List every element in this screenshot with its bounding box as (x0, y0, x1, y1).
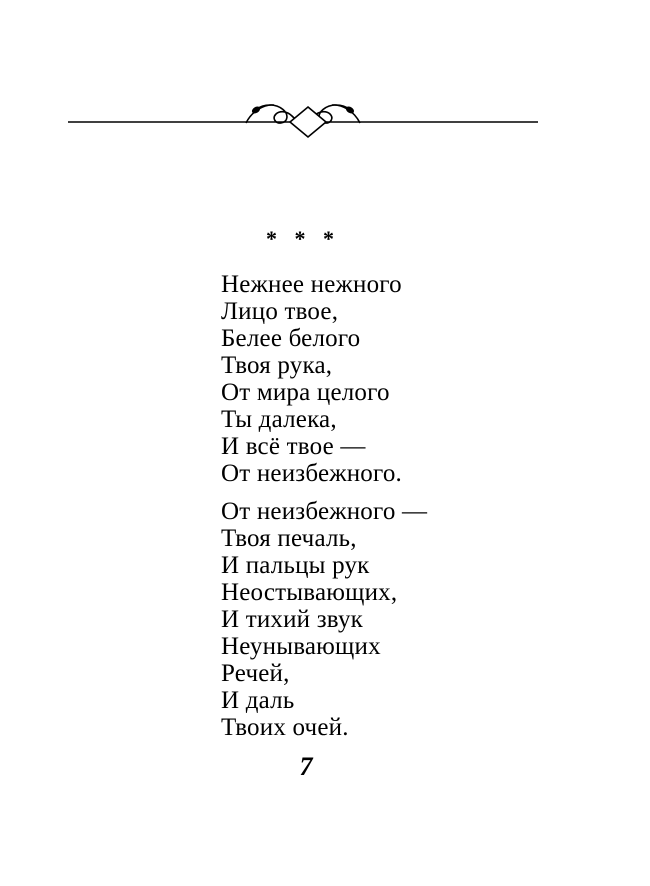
poem-line: Нежнее нежного (221, 271, 402, 298)
poem-line: От неизбежного. (221, 460, 402, 487)
poem-line: Неостывающих, (221, 579, 398, 606)
poem-line: Ты далека, (221, 406, 337, 433)
poem-line: Лицо твое, (221, 298, 339, 325)
poem-line: Твоих очей. (221, 714, 349, 741)
section-heading-asterisks: * * * (266, 226, 340, 251)
poem-body (221, 271, 427, 741)
poem-stanza-1 (221, 271, 427, 487)
page-number: 7 (299, 752, 313, 781)
poem-line: От мира целого (221, 379, 390, 406)
divider-ornament-icon (68, 95, 538, 147)
poem-line: И тихий звук (221, 606, 363, 633)
poem-line: Белее белого (221, 325, 361, 352)
poem-line: Речей, (221, 660, 290, 687)
poem-line: И пальцы рук (221, 552, 370, 579)
poem-line: Неунывающих (221, 633, 381, 660)
poem-line: Твоя рука, (221, 352, 333, 379)
poem-line: Твоя печаль, (221, 525, 357, 552)
poem-line: И всё твое — (221, 433, 366, 460)
poem-line: От неизбежного — (221, 498, 428, 525)
poem-stanza-2 (221, 498, 427, 741)
poem-line: И даль (221, 687, 295, 714)
